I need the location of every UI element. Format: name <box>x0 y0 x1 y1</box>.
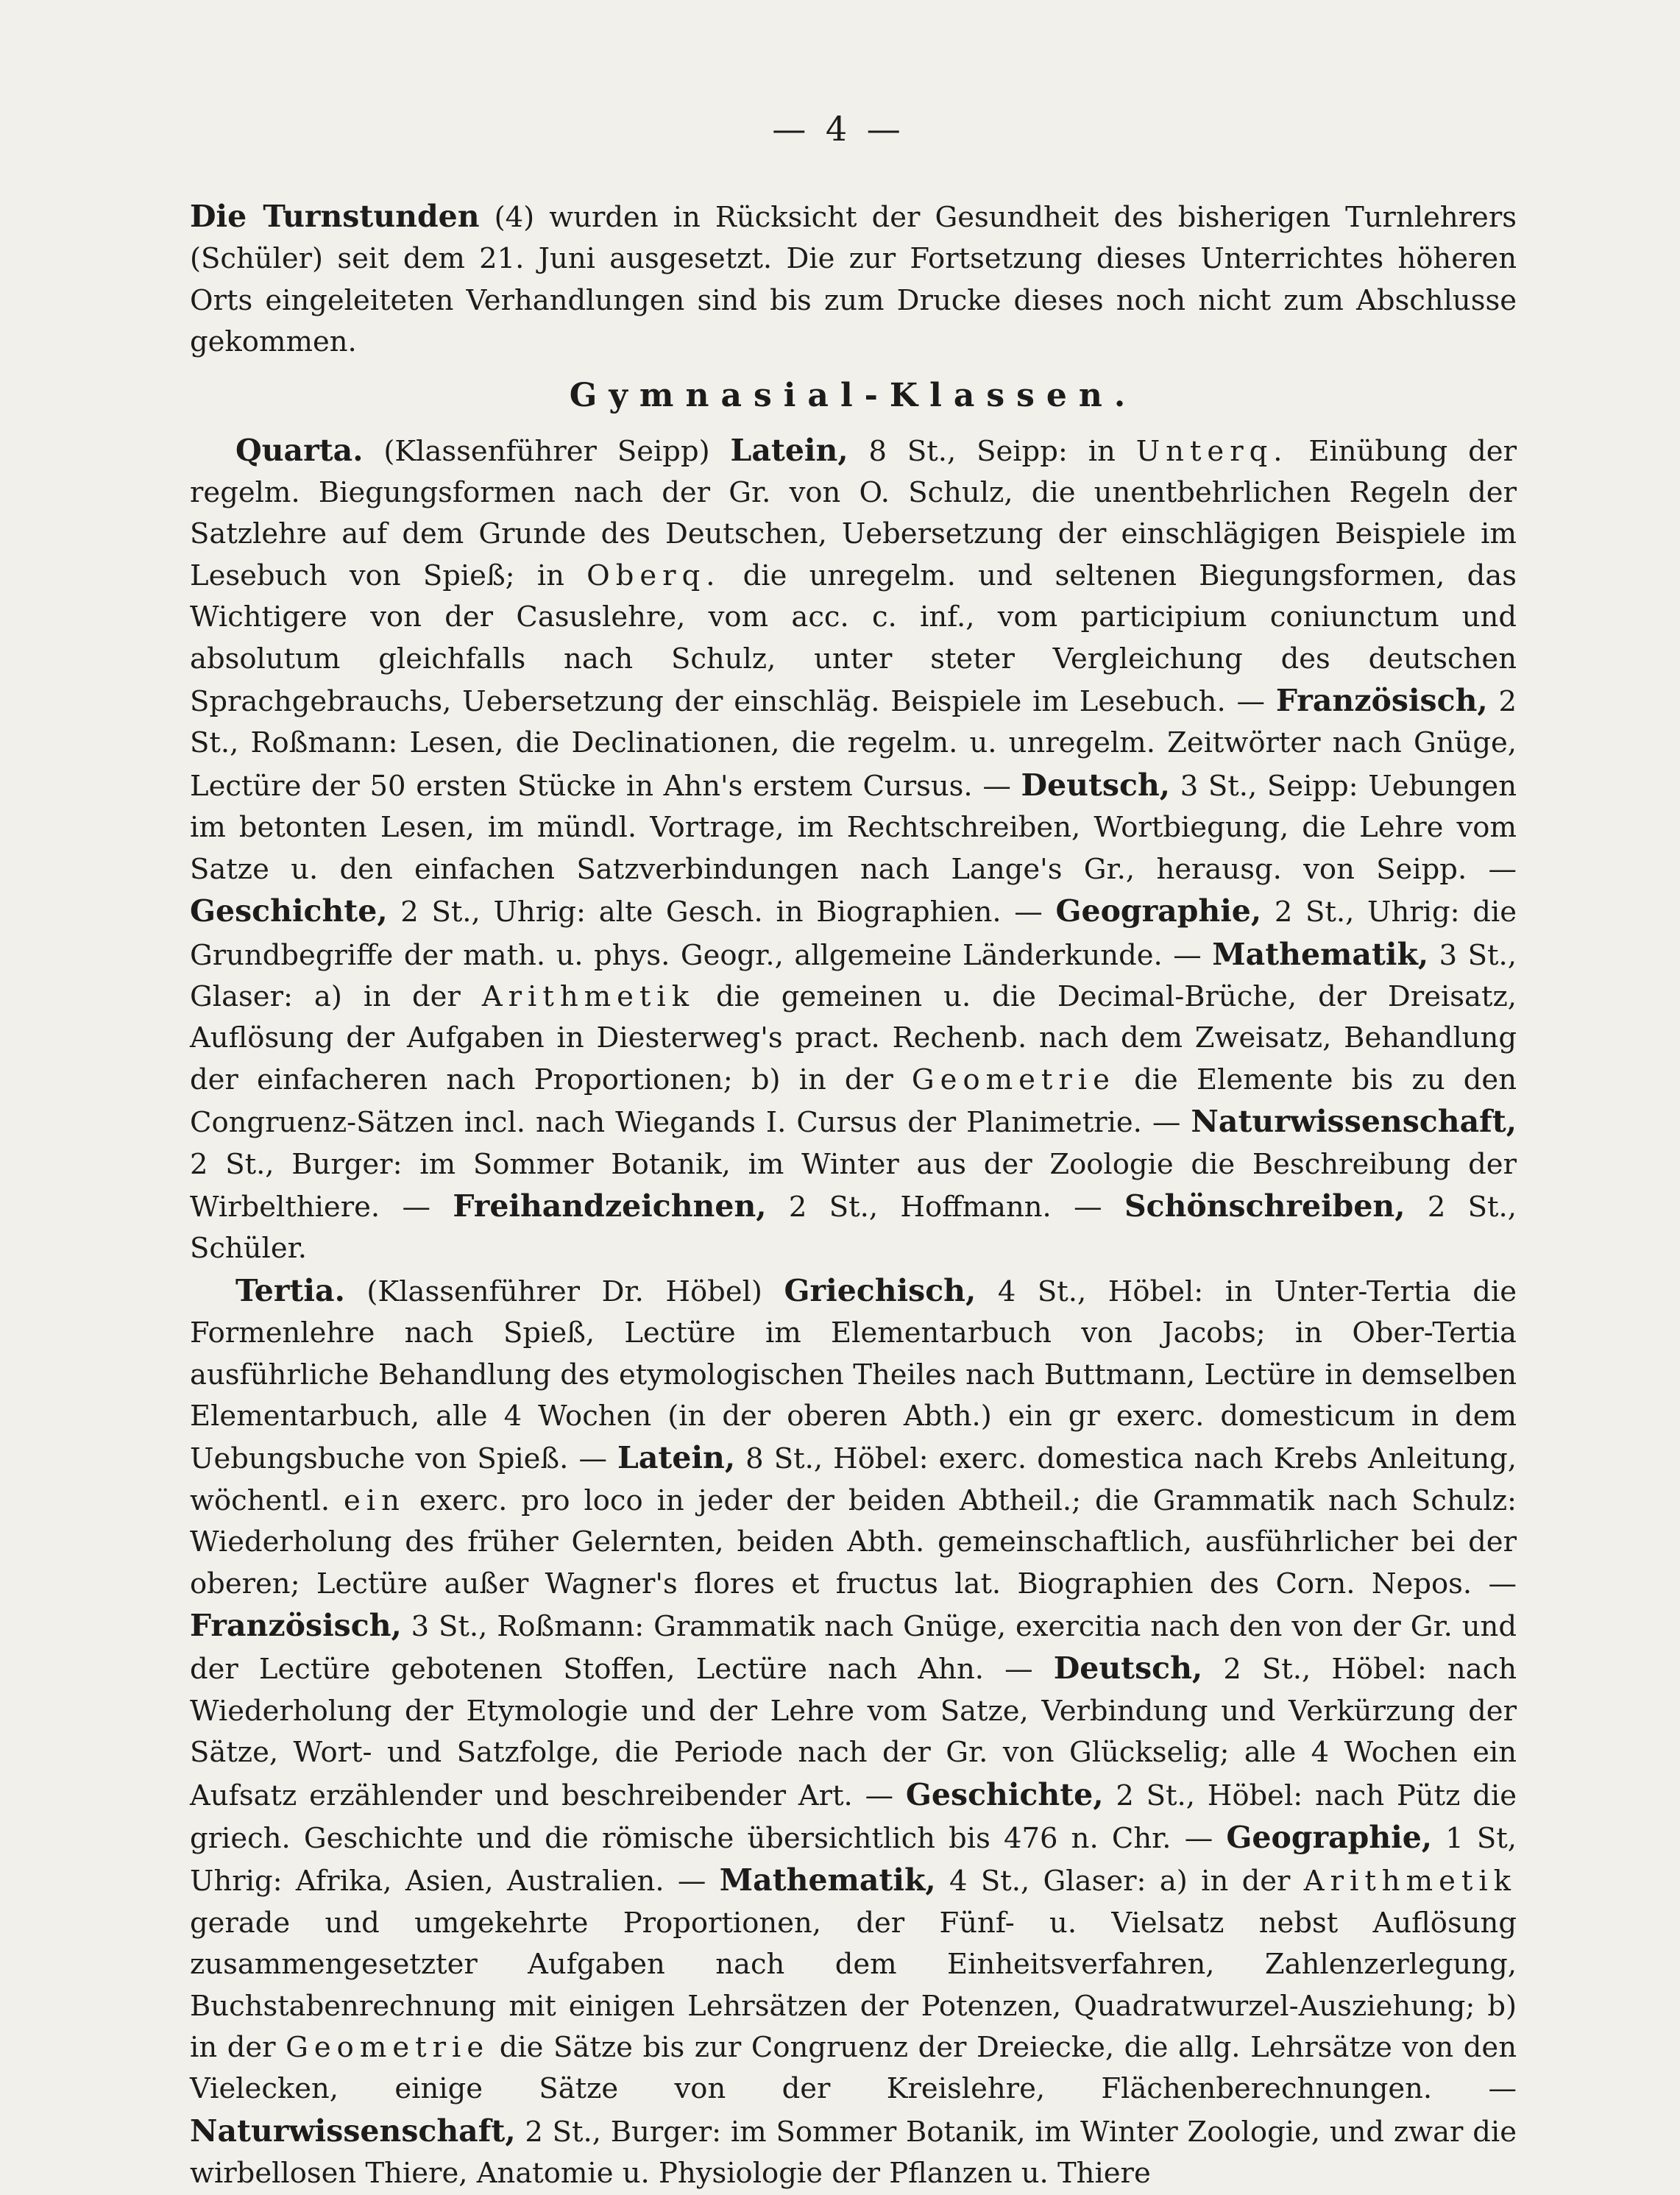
subject-latein: Latein, <box>730 432 848 468</box>
page-number: — 4 — <box>772 109 905 149</box>
quarta-text: die Elemente bis zu den Congruenz-Sätzen incl. nach Wiegands I. Cursus der Planimetrie. — <box>190 1063 1517 1140</box>
tertia-text: 4 St., Höbel: in Unter-Tertia die Formenlehre nach Spieß, Lectüre im Elementarbuch von Jacobs; in Ober-Tertia ausführliche Behandlung des etymologischen Theiles nach Buttmann, Lectüre in demselben Elementarbuch, alle 4 Wochen (in der oberen Abth.) ein gr exerc. domesticum in dem Uebungsbuche von Spieß. — <box>190 1274 1517 1476</box>
spaced-term-unterq: Unterq. <box>1135 434 1289 468</box>
spaced-term-geometrie: Geometrie <box>286 2031 490 2065</box>
quarta-text: 3 St., Glaser: a) in der <box>190 938 1517 1013</box>
quarta-text: Einübung der regelm. Biegungsformen nach der Gr. von O. Schulz, die unentbehrlichen Regeln der Satzlehre auf dem Grunde des Deutschen, Uebersetzung der einschlägigen Beispiele im Lesebuch von Spieß; in <box>190 434 1517 592</box>
tertia-class-name: Tertia. <box>235 1272 345 1308</box>
tertia-text: 3 St., Roßmann: Grammatik nach Gnüge, exercitia nach den von der Gr. und der Lectüre gebotenen Stoffen, Lectüre nach Ahn. — <box>190 1610 1517 1687</box>
tertia-text: 8 St., Höbel: exerc. domestica nach Krebs Anleitung, wöchentl. <box>190 1442 1517 1517</box>
section-heading: Gymnasial-Klassen. <box>569 376 1138 414</box>
subject-griechisch: Griechisch, <box>784 1272 977 1308</box>
quarta-text: 2 St., Hoffmann. — <box>766 1190 1124 1224</box>
subject-naturwissenschaft: Naturwissenschaft, <box>190 2113 516 2149</box>
spaced-term-arithmetik: Arithmetik <box>481 979 695 1013</box>
tertia-text: 2 St., Höbel: nach Pütz die griech. Geschichte und die römische übersichtlich bis 476 n. Chr. — <box>190 1779 1517 1856</box>
quarta-text: 3 St., Seipp: Uebungen im betonten Lesen, im mündl. Vortrage, im Rechtschreiben, Wortbiegung, die Lehre vom Satze u. den einfachen Satzverbindungen nach Lange's Gr., herausg. von Seipp. — <box>190 769 1517 886</box>
quarta-text: 2 St., Uhrig: alte Gesch. in Biographien. — <box>387 896 1056 929</box>
subject-geographie: Geographie, <box>1055 893 1262 929</box>
subject-mathematik: Mathematik, <box>719 1862 936 1898</box>
subject-mathematik: Mathematik, <box>1212 936 1429 972</box>
subject-deutsch: Deutsch, <box>1021 767 1171 803</box>
quarta-text: die unregelm. und seltenen Biegungsformen, das Wichtigere von der Casuslehre, vom acc. c. inf., vom participium coniunctum und absolutum gleichfalls nach Schulz, unter steter Vergleichung des deutschen Sprachgebrauchs, Uebersetzung der einschläg. Beispiele im Lesebuch. — <box>190 558 1517 719</box>
quarta-text: 2 St., Schüler. <box>190 1190 1517 1266</box>
intro-term: Die Turnstunden <box>190 199 480 234</box>
tertia-text: (Klassenführer Dr. Höbel) <box>344 1274 784 1308</box>
quarta-text: (Klassenführer Seipp) <box>363 434 731 468</box>
subject-franzoesisch: Französisch, <box>190 1608 402 1643</box>
intro-text: (4) wurden in Rücksicht der Gesundheit des bisherigen Turnlehrers (Schüler) seit dem 21. Juni ausgesetzt. Die zur Fortsetzung dieses Unterrichtes höheren Orts eingeleiteten Verhandlungen sind bis zum Drucke dieses noch nicht zum Abschlusse gekommen. <box>190 201 1517 359</box>
spaced-term-ein: ein <box>344 1483 405 1517</box>
subject-deutsch: Deutsch, <box>1053 1650 1203 1687</box>
spaced-term-oberq: Oberq. <box>586 558 721 592</box>
quarta-text: 2 St., Roßmann: Lesen, die Declinationen, die regelm. u. unregelm. Zeitwörter nach Gnüge, Lectüre der 50 ersten Stücke in Ahn's erstem Cursus. — <box>190 685 1517 803</box>
subject-latein: Latein, <box>617 1440 736 1476</box>
subject-geschichte: Geschichte, <box>190 893 388 929</box>
subject-naturwissenschaft: Naturwissenschaft, <box>1191 1104 1517 1140</box>
tertia-text: 2 St., Burger: im Sommer Botanik, im Winter Zoologie, und zwar die wirbellosen Thiere, Anatomie u. Physiologie der Pflanzen u. Thiere <box>190 2115 1517 2191</box>
quarta-text: 2 St., Burger: im Sommer Botanik, im Winter aus der Zoologie die Beschreibung der Wirbelthiere. — <box>190 1147 1517 1224</box>
tertia-paragraph <box>190 1270 1517 2195</box>
subject-geographie: Geographie, <box>1226 1820 1433 1856</box>
subject-geschichte: Geschichte, <box>905 1776 1104 1812</box>
quarta-paragraph <box>190 430 1517 1270</box>
quarta-text: 2 St., Uhrig: die Grundbegriffe der math. u. phys. Geogr., allgemeine Länderkunde. — <box>190 896 1517 972</box>
tertia-text: exerc. pro loco in jeder der beiden Abtheil.; die Grammatik nach Schulz: Wiederholung des früher Gelernten, beiden Abth. gemeinschaftlich, ausführlicher bei der oberen; Lectüre außer Wagner's flores et fructus lat. Biographien des Corn. Nepos. — <box>190 1483 1517 1600</box>
tertia-text: die Sätze bis zur Congruenz der Dreiecke, die allg. Lehrsätze von den Vielecken, einige Sätze von der Kreislehre, Flächenberechnungen. — <box>190 2031 1517 2106</box>
tertia-text: 4 St., Glaser: a) in der <box>935 1865 1304 1898</box>
subject-freihandzeichnen: Freihandzeichnen, <box>453 1188 767 1224</box>
spaced-term-arithmetik: Arithmetik <box>1303 1865 1517 1898</box>
spaced-term-geometrie: Geometrie <box>911 1063 1116 1096</box>
quarta-text: die gemeinen u. die Decimal-Brüche, der Dreisatz, Auflösung der Aufgaben in Diesterweg's pract. Rechenb. nach dem Zweisatz, Behandlung der einfacheren nach Proportionen; b) in der <box>190 979 1517 1096</box>
tertia-text: 1 St, Uhrig: Afrika, Asien, Australien. — <box>190 1822 1517 1898</box>
intro-paragraph <box>190 196 1517 364</box>
tertia-text: 2 St., Höbel: nach Wiederholung der Etymologie und der Lehre vom Satze, Verbindung und Verkürzung der Sätze, Wort- und Satzfolge, die Periode nach der Gr. von Glückselig; alle 4 Wochen ein Aufsatz erzählender und beschreibender Art. — <box>190 1653 1517 1812</box>
tertia-text: gerade und umgekehrte Proportionen, der Fünf- u. Vielsatz nebst Auflösung zusammengesetzter Aufgaben nach dem Einheitsverfahren, Zahlenzerlegung, Buchstabenrechnung mit einigen Lehrsätzen der Potenzen, Quadratwurzel-Ausziehung; b) in der <box>190 1906 1517 2065</box>
subject-franzoesisch: Französisch, <box>1275 683 1488 719</box>
quarta-class-name: Quarta. <box>235 432 364 468</box>
subject-schoenschreiben: Schönschreiben, <box>1124 1188 1406 1224</box>
quarta-text: 8 St., Seipp: in <box>848 434 1136 468</box>
